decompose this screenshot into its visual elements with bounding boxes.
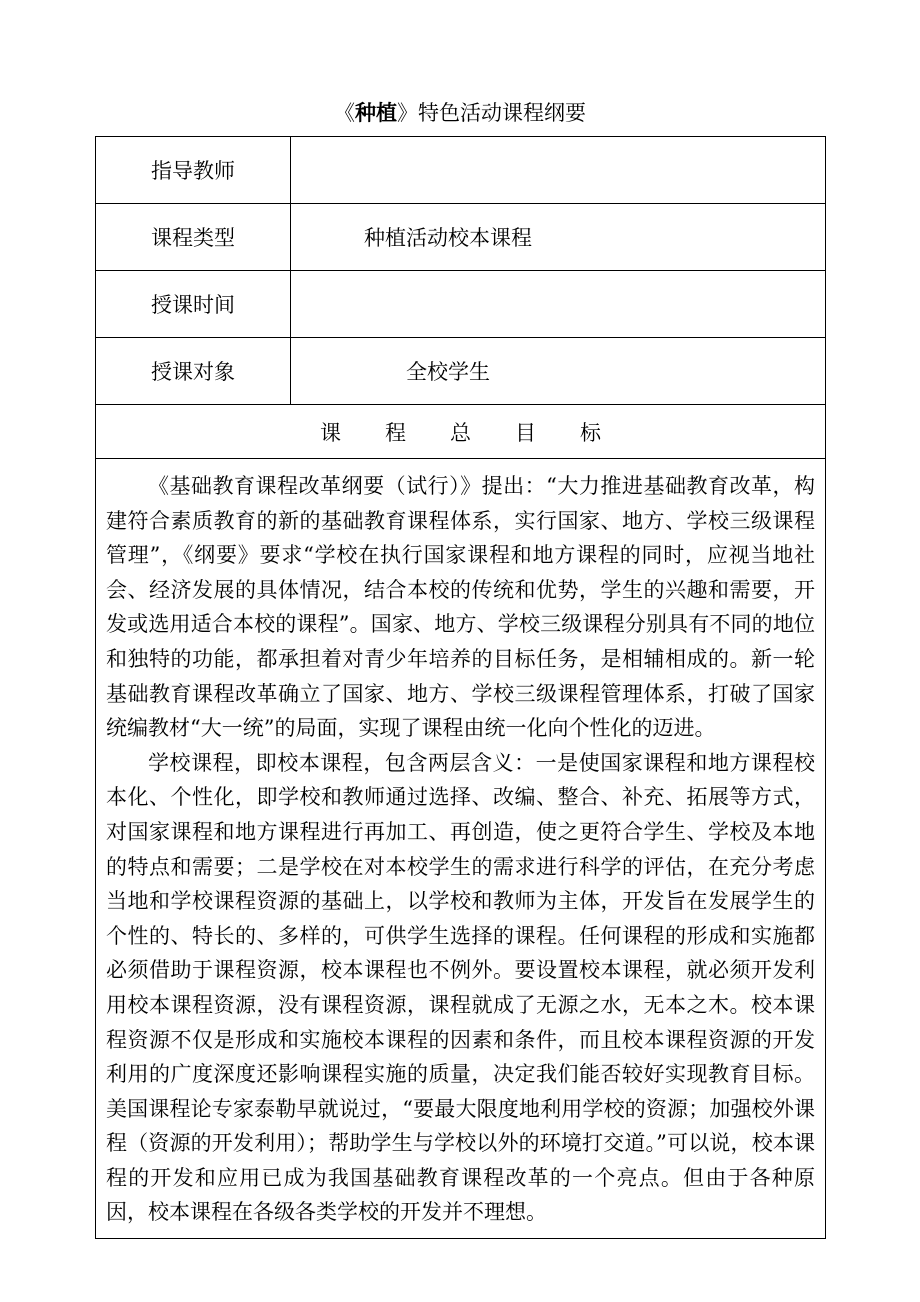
title-open-quote: 《 xyxy=(334,101,355,125)
instructor-label: 指导教师 xyxy=(96,137,291,204)
schedule-label: 授课时间 xyxy=(96,271,291,338)
row-schedule xyxy=(96,271,826,338)
section-heading: 课程总目标 xyxy=(96,405,826,459)
paragraph: 《基础教育课程改革纲要（试行）》提出：“大力推进基础教育改革，构建符合素质教育的新的基础教育课程体系，实行国家、地方、学校三级课程管理”，《纲要》要求“学校在执行国家课程和地方课程的同时，应视当地社会、经济发展的具体情况，结合本校的传统和优势，学生的兴趣和需要，开发或选用适合本校的课程”。国家、地方、学校三级课程分别具有不同的地位和独特的功能，都承担着对青少年培养的目标任务，是相辅相成的。新一轮基础教育课程改革确立了国家、地方、学校三级课程管理体系，打破了国家统编教材“大一统”的局面，实现了课程由统一化向个性化的迈进。 xyxy=(106,474,815,741)
body-text xyxy=(96,459,826,1239)
course-outline-table xyxy=(95,136,826,1239)
document-title xyxy=(0,96,920,130)
title-close-quote: 》 xyxy=(397,101,418,125)
title-rest: 特色活动课程纲要 xyxy=(418,101,586,125)
row-body xyxy=(96,459,826,1239)
row-course-type xyxy=(96,204,826,271)
course-type-label: 课程类型 xyxy=(96,204,291,271)
course-type-value: 种植活动校本课程 xyxy=(291,204,826,271)
row-section-heading xyxy=(96,405,826,459)
title-subject: 种植 xyxy=(355,100,397,125)
row-instructor xyxy=(96,137,826,204)
audience-label: 授课对象 xyxy=(96,338,291,405)
schedule-value xyxy=(291,271,826,338)
paragraph: 学校课程，即校本课程，包含两层含义：一是使国家课程和地方课程校本化、个性化，即学校和教师通过选择、改编、整合、补充、拓展等方式，对国家课程和地方课程进行再加工、再创造，使之更符合学生、学校及本地的特点和需要；二是学校在对本校学生的需求进行科学的评估，在充分考虑当地和学校课程资源的基础上，以学校和教师为主体，开发旨在发展学生的个性的、特长的、多样的，可供学生选择的课程。任何课程的形成和实施都必须借助于课程资源，校本课程也不例外。要设置校本课程，就必须开发利用校本课程资源，没有课程资源，课程就成了无源之水，无本之木。校本课程资源不仅是形成和实施校本课程的因素和条件，而且校本课程资源的开发利用的广度深度还影响课程实施的质量，决定我们能否较好实现教育目标。美国课程论专家泰勒早就说过，“要最大限度地利用学校的资源；加强校外课程（资源的开发利用）；帮助学生与学校以外的环境打交道。”可以说，校本课程的开发和应用已成为我国基础教育课程改革的一个亮点。但由于各种原因，校本课程在各级各类学校的开发并不理想。 xyxy=(106,750,815,1225)
audience-value: 全校学生 xyxy=(291,338,826,405)
instructor-value xyxy=(291,137,826,204)
row-audience xyxy=(96,338,826,405)
